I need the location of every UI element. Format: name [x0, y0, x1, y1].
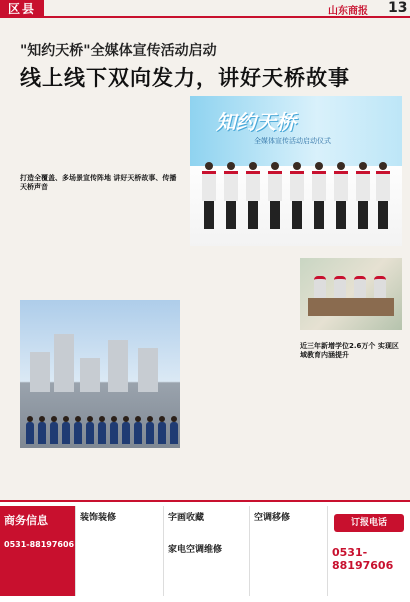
- ad-subscription: [328, 506, 410, 596]
- stage-banner: [190, 96, 402, 166]
- ad-appliance-title: 家电空调维修: [168, 545, 223, 555]
- section-heading-2: 近三年新增学位2.6万个 实现区域教育内涵提升: [300, 342, 399, 359]
- paper-name: 山东商报: [328, 6, 368, 17]
- students-group: [20, 392, 180, 448]
- ad-info-title: 商务信息: [4, 514, 48, 527]
- column-3-text: [300, 364, 404, 486]
- section-tab: 区县: [0, 0, 44, 18]
- column-2-text: [190, 258, 294, 386]
- subscribe-button[interactable]: 订报电话: [334, 514, 404, 532]
- ad-decor-title: 装饰装修: [80, 513, 117, 523]
- banner-logo: 知约天桥: [216, 110, 296, 134]
- section-heading-1: 打造全覆盖、多场景宣传阵地 讲好天桥故事、传播天桥声音: [20, 174, 177, 191]
- campus-activity-photo: [20, 300, 180, 448]
- article-lead: [20, 96, 184, 148]
- column-4-text: [190, 390, 294, 486]
- ad-air-conditioner: [250, 506, 328, 596]
- launch-ceremony-photo: [190, 96, 402, 246]
- article-subtitle: "知约天桥"全媒体宣传活动启动: [20, 43, 217, 59]
- classroom-photo: [300, 258, 402, 330]
- ad-calligraphy: [164, 506, 250, 596]
- column-1-text: [20, 196, 180, 296]
- guests-group: [198, 162, 394, 238]
- ad-business-info: [0, 506, 76, 596]
- ad-decoration: [76, 506, 164, 596]
- ad-info-phone: 0531-88197606: [4, 540, 75, 549]
- page-number: 13: [388, 0, 408, 16]
- advertisement-strip: [0, 500, 410, 602]
- page-header: [0, 0, 410, 18]
- banner-text: 全媒体宣传活动启动仪式: [254, 137, 331, 145]
- ad-air-title: 空调移修: [254, 513, 291, 523]
- article-title: 线上线下双向发力，讲好天桥故事: [20, 66, 350, 90]
- subscribe-phone: 0531-88197606: [332, 546, 394, 572]
- ad-chars-title: 字画收藏: [168, 513, 205, 523]
